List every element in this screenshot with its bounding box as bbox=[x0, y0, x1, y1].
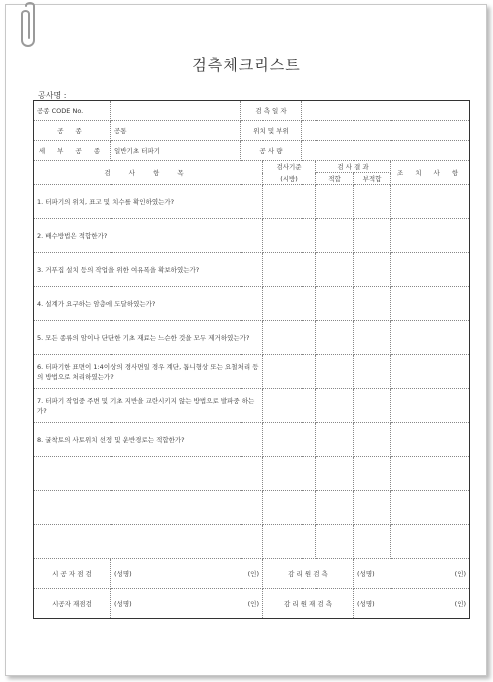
header-row-detail bbox=[34, 141, 470, 161]
fail-header: 부적합 bbox=[354, 173, 391, 185]
method-header: (시방) bbox=[263, 173, 316, 185]
items-header: 검 사 항 목 bbox=[34, 161, 263, 185]
quantity-label: 공 사 량 bbox=[241, 141, 302, 161]
criteria-cell[interactable] bbox=[263, 457, 316, 491]
fail-cell[interactable] bbox=[354, 321, 391, 355]
project-name-label: 공사명 : bbox=[38, 91, 67, 100]
criteria-cell[interactable] bbox=[263, 321, 316, 355]
code-label: 공종 CODE No. bbox=[34, 101, 111, 121]
signature-row bbox=[34, 589, 470, 619]
contractor-name-placeholder: (성명) bbox=[114, 600, 132, 608]
action-cell[interactable] bbox=[391, 457, 470, 491]
action-cell[interactable] bbox=[391, 287, 470, 321]
table-row bbox=[34, 321, 470, 355]
header-row-code bbox=[34, 101, 470, 121]
table-row bbox=[34, 457, 470, 491]
action-cell[interactable] bbox=[391, 525, 470, 559]
pass-cell[interactable] bbox=[316, 389, 354, 423]
criteria-cell[interactable] bbox=[263, 525, 316, 559]
pass-cell[interactable] bbox=[316, 219, 354, 253]
supervisor-recheck-signature-cell[interactable] bbox=[354, 589, 470, 619]
checklist-item[interactable] bbox=[34, 457, 263, 491]
checklist-item: 2. 배수방법은 적합한가? bbox=[34, 219, 263, 253]
header-row-trade bbox=[34, 121, 470, 141]
table-row bbox=[34, 525, 470, 559]
checklist-item: 7. 터파기 작업중 주변 및 기초 지반을 교란시키지 않는 방법으로 발파중 하는가? bbox=[34, 389, 263, 423]
checklist-item: 5. 모든 종류의 암이나 단단한 기초 재료는 느슨한 것을 모두 제거하였는가? bbox=[34, 321, 263, 355]
table-row bbox=[34, 491, 470, 525]
signature-row bbox=[34, 559, 470, 589]
criteria-cell[interactable] bbox=[263, 491, 316, 525]
contractor-name-placeholder: (성명) bbox=[114, 570, 132, 578]
action-cell[interactable] bbox=[391, 321, 470, 355]
supervisor-name-placeholder: (성명) bbox=[357, 570, 375, 578]
criteria-cell[interactable] bbox=[263, 355, 316, 389]
fail-cell[interactable] bbox=[354, 491, 391, 525]
fail-cell[interactable] bbox=[354, 389, 391, 423]
checklist-table bbox=[33, 100, 470, 619]
contractor-signature-cell[interactable] bbox=[111, 559, 263, 589]
trade-value: 공통 bbox=[111, 121, 241, 141]
contractor-check-label: 시 공 자 점 검 bbox=[34, 559, 111, 589]
code-value[interactable] bbox=[111, 101, 241, 121]
table-row bbox=[34, 219, 470, 253]
fail-cell[interactable] bbox=[354, 457, 391, 491]
detail-label: 세 부 공 종 bbox=[34, 141, 111, 161]
checklist-item[interactable] bbox=[34, 491, 263, 525]
quantity-value[interactable] bbox=[302, 141, 470, 161]
fail-cell[interactable] bbox=[354, 355, 391, 389]
pass-cell[interactable] bbox=[316, 491, 354, 525]
action-header: 조 치 사 항 bbox=[391, 161, 470, 185]
action-cell[interactable] bbox=[391, 389, 470, 423]
fail-cell[interactable] bbox=[354, 287, 391, 321]
supervisor-check-label: 감 리 원 검 측 bbox=[263, 559, 354, 589]
fail-cell[interactable] bbox=[354, 423, 391, 457]
pass-cell[interactable] bbox=[316, 185, 354, 219]
contractor-recheck-signature-cell[interactable] bbox=[111, 589, 263, 619]
trade-label: 공 종 bbox=[34, 121, 111, 141]
criteria-cell[interactable] bbox=[263, 185, 316, 219]
table-row bbox=[34, 287, 470, 321]
location-value[interactable] bbox=[302, 121, 470, 141]
table-row bbox=[34, 389, 470, 423]
fail-cell[interactable] bbox=[354, 185, 391, 219]
action-cell[interactable] bbox=[391, 219, 470, 253]
checklist-item: 6. 터파기한 표면이 1:4이상의 경사면일 경우 계단, 톱니형상 또는 요철처리 등의 방법으로 처리하였는가? bbox=[34, 355, 263, 389]
pass-cell[interactable] bbox=[316, 253, 354, 287]
criteria-cell[interactable] bbox=[263, 389, 316, 423]
action-cell[interactable] bbox=[391, 253, 470, 287]
pass-header: 적합 bbox=[316, 173, 354, 185]
action-cell[interactable] bbox=[391, 423, 470, 457]
table-row bbox=[34, 253, 470, 287]
detail-value: 일반기초 터파기 bbox=[111, 141, 241, 161]
criteria-cell[interactable] bbox=[263, 287, 316, 321]
criteria-cell[interactable] bbox=[263, 423, 316, 457]
action-cell[interactable] bbox=[391, 185, 470, 219]
checklist-item: 3. 거푸집 설치 등의 작업을 위한 여유폭을 확보하였는가? bbox=[34, 253, 263, 287]
fail-cell[interactable] bbox=[354, 253, 391, 287]
column-header-row bbox=[34, 161, 470, 173]
contractor-seal-placeholder: (인) bbox=[247, 600, 259, 608]
checklist-item: 1. 터파기의 위치, 표고 및 치수를 확인하였는가? bbox=[34, 185, 263, 219]
location-label: 위치 및 부위 bbox=[241, 121, 302, 141]
checklist-item[interactable] bbox=[34, 525, 263, 559]
supervisor-seal-placeholder: (인) bbox=[454, 570, 467, 578]
supervisor-recheck-label: 감 리 원 재 검 측 bbox=[263, 589, 354, 619]
fail-cell[interactable] bbox=[354, 219, 391, 253]
pass-cell[interactable] bbox=[316, 423, 354, 457]
action-cell[interactable] bbox=[391, 491, 470, 525]
page-title: 검측체크리스트 bbox=[192, 56, 301, 74]
pass-cell[interactable] bbox=[316, 355, 354, 389]
action-cell[interactable] bbox=[391, 355, 470, 389]
table-row bbox=[34, 423, 470, 457]
table-row bbox=[34, 355, 470, 389]
checklist-item: 4. 설계가 요구하는 암층에 도달하였는가? bbox=[34, 287, 263, 321]
criteria-cell[interactable] bbox=[263, 219, 316, 253]
supervisor-signature-cell[interactable] bbox=[354, 559, 470, 589]
supervisor-name-placeholder: (성명) bbox=[357, 600, 375, 608]
contractor-seal-placeholder: (인) bbox=[247, 570, 259, 578]
date-value[interactable] bbox=[302, 101, 470, 121]
pass-cell[interactable] bbox=[316, 321, 354, 355]
contractor-recheck-label: 시공자 재점검 bbox=[34, 589, 111, 619]
criteria-cell[interactable] bbox=[263, 253, 316, 287]
pass-cell[interactable] bbox=[316, 525, 354, 559]
pass-cell[interactable] bbox=[316, 457, 354, 491]
result-header: 검 사 결 과 bbox=[316, 161, 391, 173]
pass-cell[interactable] bbox=[316, 287, 354, 321]
checklist-item: 8. 굴착토의 사토위치 선정 및 운반경로는 적합한가? bbox=[34, 423, 263, 457]
fail-cell[interactable] bbox=[354, 525, 391, 559]
supervisor-seal-placeholder: (인) bbox=[454, 600, 467, 608]
table-row bbox=[34, 185, 470, 219]
paper-clip-icon bbox=[12, 0, 42, 52]
date-label: 검 측 일 자 bbox=[241, 101, 302, 121]
criteria-header: 검사기준 bbox=[263, 161, 316, 173]
